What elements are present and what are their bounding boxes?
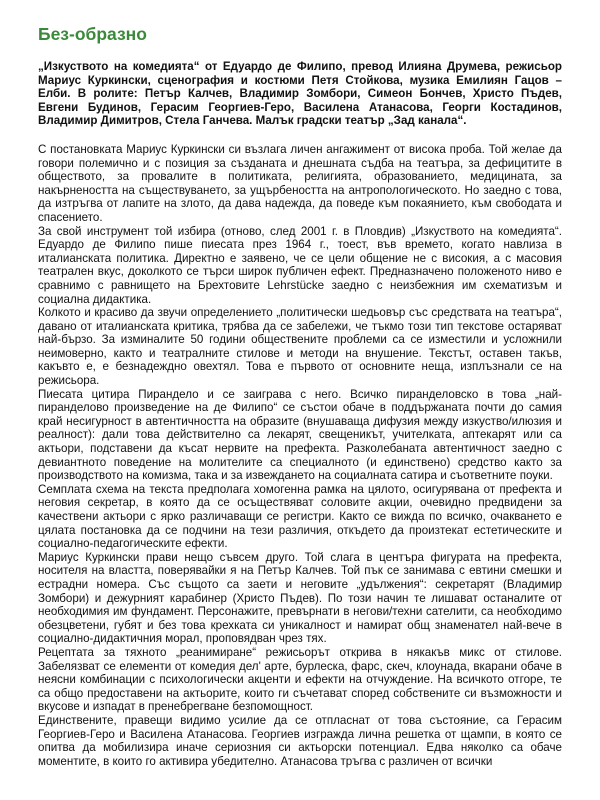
body-paragraph: Семплата схема на текста предполага хомогенна рамка на цялото, осигурявана от префекта и неговия секретар, в която да се осъществяват соловите акции, очевидно предвидени за качествени актьори с ярко различаващи се регистри. Както се вижда по всичко, очакването е цялата постановка да се подчини на тези различия, откъдето да произтекат естетическите и социално-педагогическите ефекти. xyxy=(38,482,562,551)
article-body xyxy=(38,143,562,768)
production-credits: „Изкуството на комедията“ от Едуардо де Филипо, превод Илияна Друмева, режисьор Мариус Куркински, сценография и костюми Петя Стойкова, музика Емилиян Гацов – Елби. В ролите: Петър Калчев, Владимир Зомбори, Симеон Бончев, Христо Пъдев, Евгени Будинов, Герасим Георгиев-Геро, Василена Атанасова, Георги Костадинов, Владимир Димитров, Стела Ганчева. Малък градски театър „Зад канала“. xyxy=(38,60,562,128)
article-title: Без-образно xyxy=(38,24,147,44)
body-paragraph: С постановката Мариус Куркински си възлага личен ангажимент от висока проба. Той желае да говори полемично и с позиция за създаната и днешната съдба на театъра, за дефицитите в обществото, за провалите в политиката, религията, образованието, медицината, за накърнеността на съществуването, за ущърбеността на антропологическото. Но заедно с това, да изтръгва от лапите на злото, да дава надежда, да поведе към покаянието, към свободата и спасението. xyxy=(38,142,562,224)
body-paragraph: Единствените, правещи видимо усилие да се отпласнат от това състояние, са Герасим Георгиев-Геро и Василена Атанасова. Георгиев изгражда лична решетка от щампи, в която се опитва да мобилизира иначе сериозния си актьорски потенциал. Едва няколко са обаче моментите, в които го активира убедително. Атанасова тръгва с различен от всички xyxy=(38,713,562,768)
body-paragraph: Пиесата цитира Пирандело и се заиграва с него. Всичко пиранделовско в това „най-пиранделово произведение на де Филипо“ се състои обаче в поддържаната почти до самия край несигурност в автентичността на образите (внушаваща дифузия между изкуство/илюзия и реалност): дали това действително са лекарят, свещеникът, учителката, аптекарят или са актьори, подставени да късат нервите на префекта. Разколебаната автентичност заедно с девиантното поведение на молителите са специалното (и единствено) средство както за производството на комизма, така и за извеждането на социалната сатира и съответните поуки. xyxy=(38,387,562,483)
body-paragraph: За свой инструмент той избира (отново, след 2001 г. в Пловдив) „Изкуството на комедията“. Едуардо де Филипо пише пиесата през 1964 г., тоест, във времето, когато навлиза в италианската политика. Директно е заявено, че се цели общение не с високия, а с масовия театрален вкус, доколкото се търси широк публичен ефект. Предназначено положеното ниво е сравнимо с равнището на Брехтовите Lehrstücke заедно с неизбежния им схематизъм и социална дидактика. xyxy=(38,224,562,306)
body-paragraph: Колкото и красиво да звучи определението „политически шедьовър със средствата на театъра“, давано от италианската критика, трябва да се забележи, че тъкмо този тип текстове остаряват най-бързо. За изминалите 50 години обществените проблеми са се изместили и усложнили неимоверно, както и театралните стилове и методи на внушение. Текстът, оставен такъв, какъвто е, е безнадеждно овехтял. Това е първото от основните неща, изплъзнали се на режисьора. xyxy=(38,306,562,388)
body-paragraph: Мариус Куркински прави нещо съвсем друго. Той слага в центъра фигурата на префекта, носителя на властта, поверявайки я на Петър Калчев. Той пък се занимава с евтини смешки и естрадни номера. Със същото са заети и неговите „удължения“: секретарят (Владимир Зомбори) и дежурният карабинер (Христо Пъдев). По този начин те лишават останалите от необходимия им фундамент. Персонажите, превърнати в негови/техни сателити, са необходимо обезцветени, губят и без това крехката си уникалност и намират общ знаменател най-вече в социално-дидактичния морал, проповядван чрез тях. xyxy=(38,550,562,646)
body-paragraph: Рецептата за тяхното „реанимиране“ режисьорът открива в някакъв микс от стилове. Забелязват се елементи от комедия дел' арте, бурлеска, фарс, скеч, клоунада, вкарани обаче в неясни комбинации с психологически акценти и ефекти на отчуждение. На всичкото отгоре, те са общо предоставени на актьорите, които ги съчетават според собствените си възможности и вкусове и изпадат в пренебрегване безпомощност. xyxy=(38,645,562,714)
